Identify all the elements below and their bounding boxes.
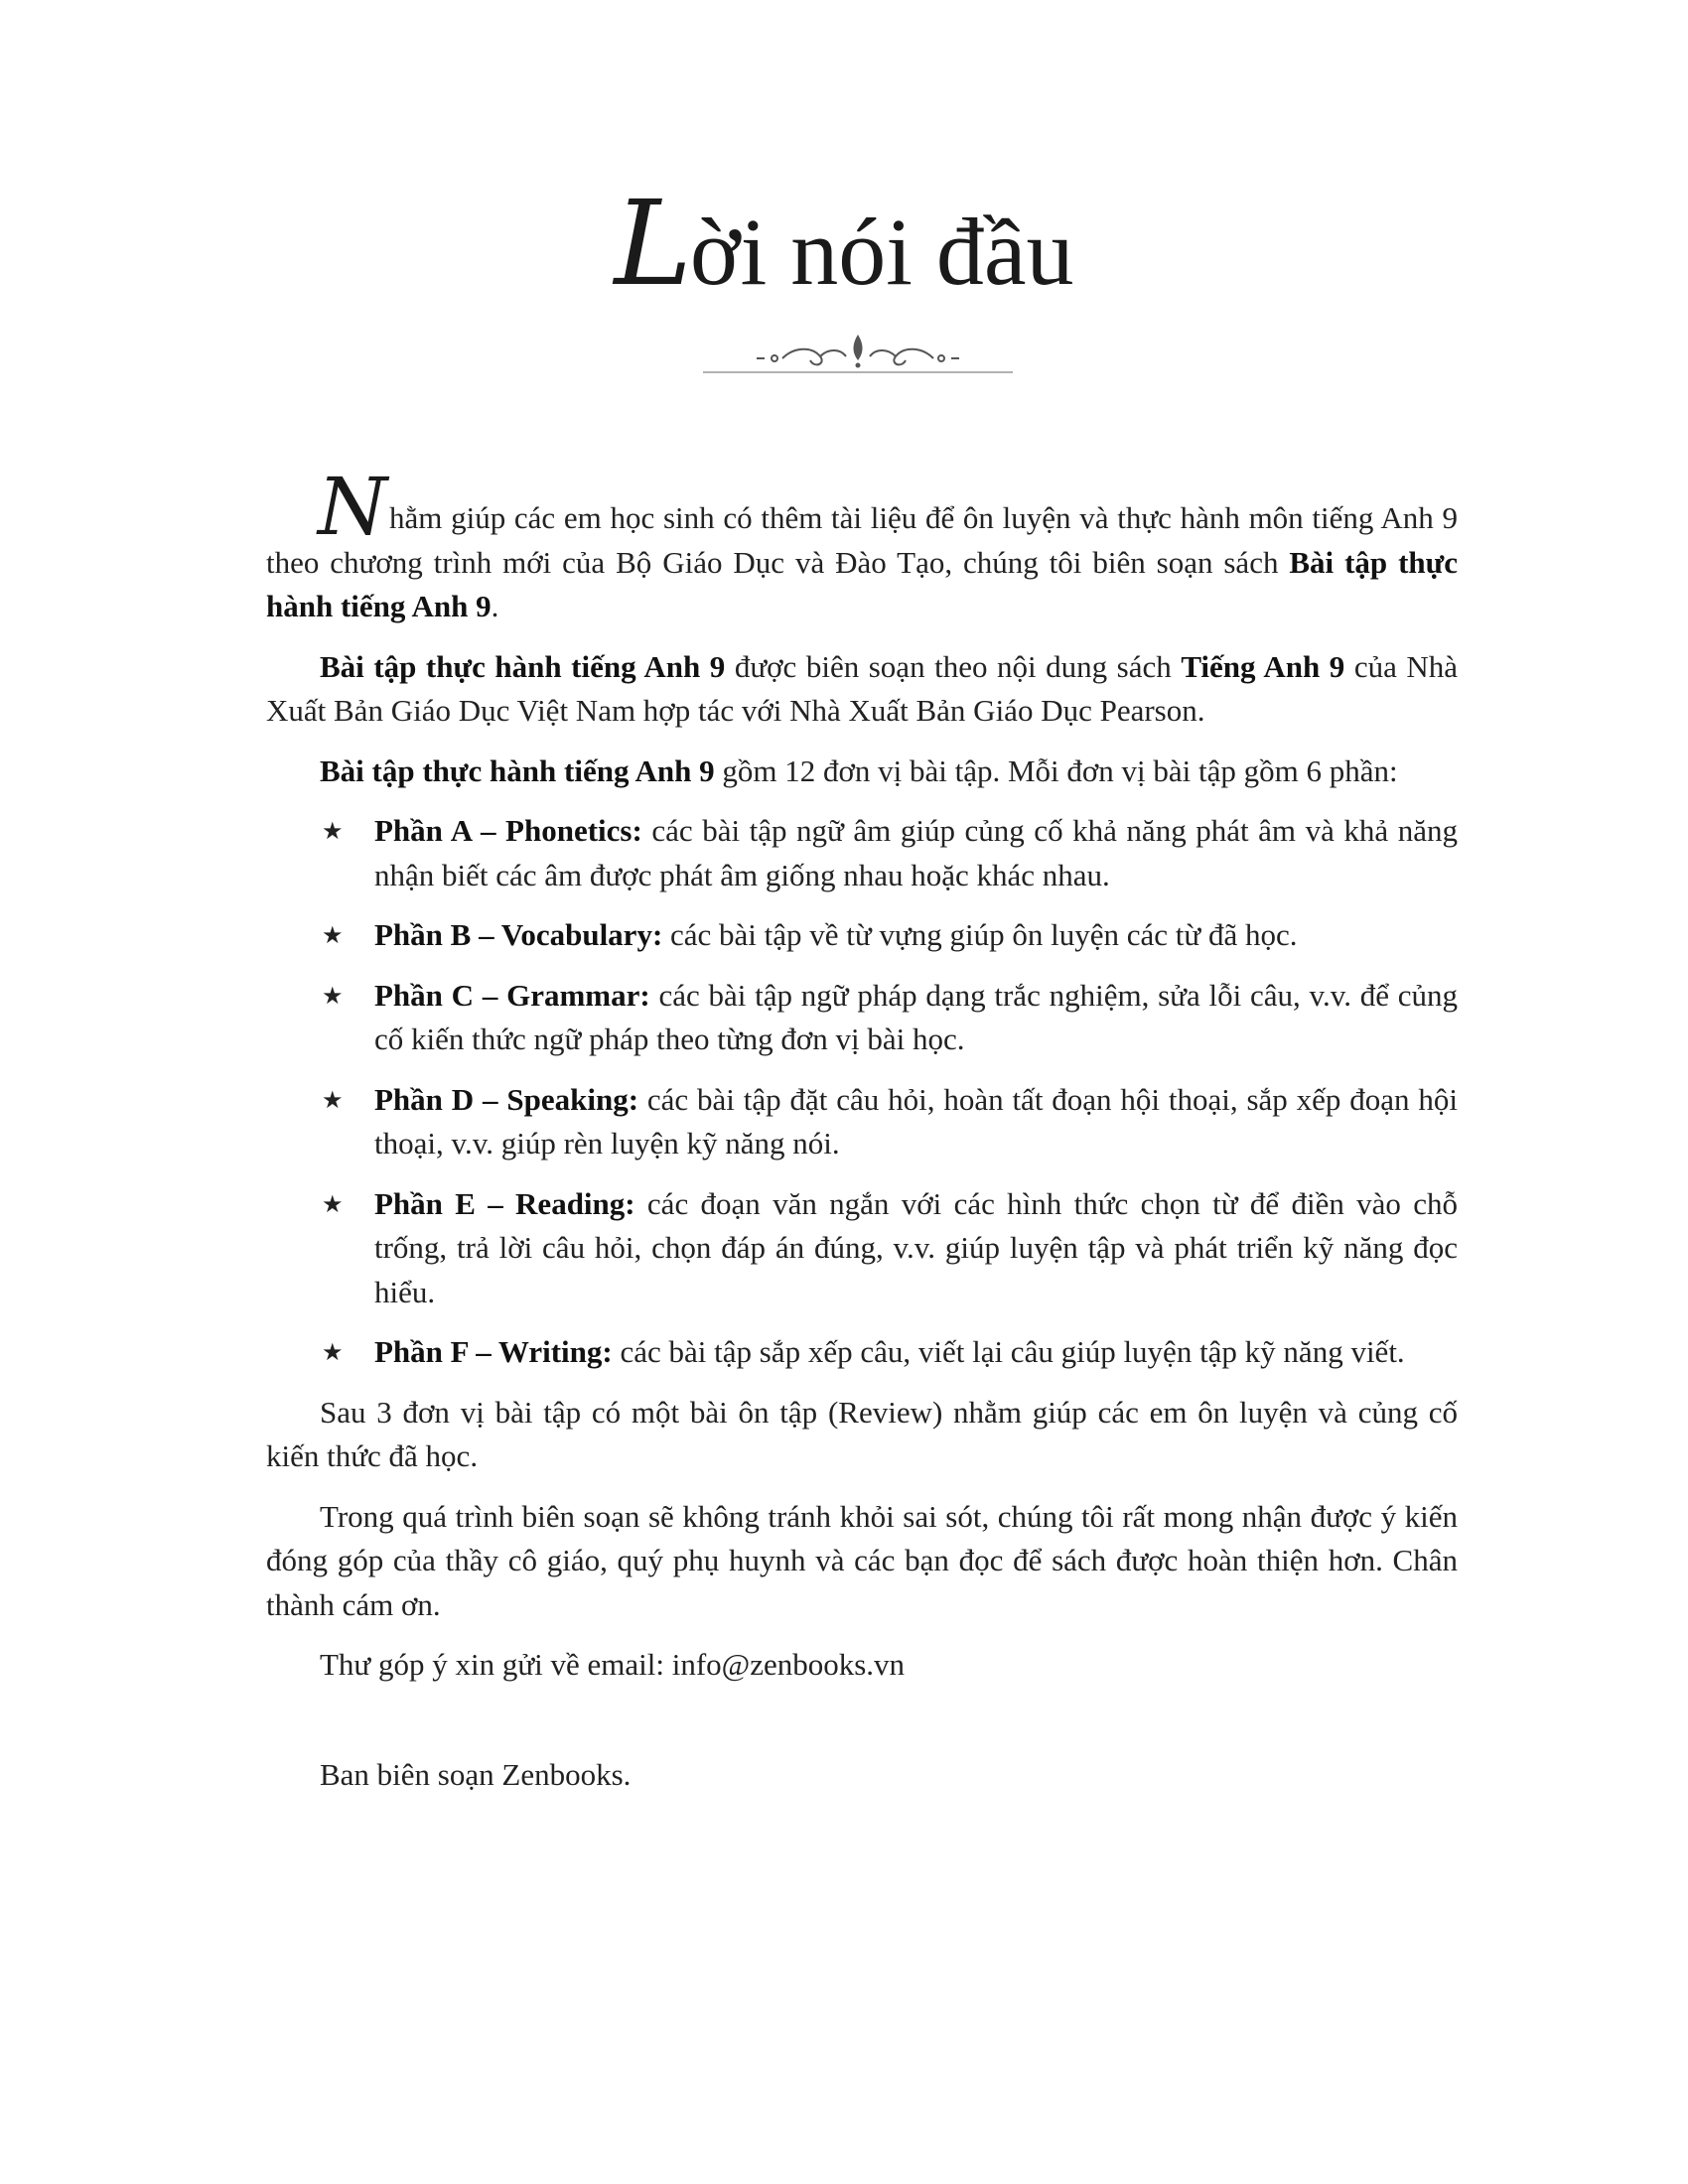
star-bullet-icon: ★ xyxy=(322,817,344,845)
source-book-title: Tiếng Anh 9 xyxy=(1181,648,1345,684)
book-title: Bài tập thực hành tiếng Anh 9 xyxy=(320,648,726,684)
list-item: ★ Phần A – Phonetics: các bài tập ngữ âm giúp củng cố khả năng phát âm và khả năng nhận biết các âm được phát âm giống nhau hoặc khác nhau. xyxy=(266,809,1458,897)
star-bullet-icon: ★ xyxy=(322,1338,344,1366)
intro-paragraph: Nhằm giúp các em học sinh có thêm tài liệu để ôn luyện và thực hành môn tiếng Anh 9 theo chương trình mới của Bộ Giáo Dục và Đào Tạo, chúng tôi biên soạn sách Bài tập thực hành tiếng Anh 9. xyxy=(266,461,1458,623)
title-initial: L xyxy=(614,175,690,312)
list-item: ★ Phần B – Vocabulary: các bài tập về từ vựng giúp ôn luyện các từ đã học. xyxy=(266,913,1458,958)
title-rest: ời nói đầu xyxy=(689,199,1074,305)
spacer xyxy=(266,1704,1458,1753)
book-title: Bài tập thực hành tiếng Anh 9 xyxy=(266,544,1458,623)
source-paragraph: Bài tập thực hành tiếng Anh 9 được biên soạn theo nội dung sách Tiếng Anh 9 của Nhà Xuất Bản Giáo Dục Việt Nam hợp tác với Nhà Xuất Bản Giáo Dục Pearson. xyxy=(266,648,1459,728)
star-bullet-icon: ★ xyxy=(322,921,344,949)
email-line: Thư góp ý xin gửi về email: info@zenbooks.vn xyxy=(320,1647,906,1682)
signature: Ban biên soạn Zenbooks. xyxy=(320,1756,632,1792)
star-bullet-icon: ★ xyxy=(322,1085,344,1114)
structure-paragraph: Bài tập thực hành tiếng Anh 9 gồm 12 đơn vị bài tập. Mỗi đơn vị bài tập gồm 6 phần: xyxy=(320,752,1398,788)
star-bullet-icon: ★ xyxy=(322,1189,344,1218)
parts-list xyxy=(266,809,1458,1375)
star-bullet-icon: ★ xyxy=(322,981,344,1010)
closing-paragraph: Trong quá trình biên soạn sẽ không tránh khỏi sai sót, chúng tôi rất mong nhận được ý kiến đóng góp của thầy cô giáo, quý phụ huynh và các bạn đọc để sách được hoàn thiện hơn. Chân thành cám ơn. xyxy=(266,1498,1458,1622)
list-item: ★ Phần C – Grammar: các bài tập ngữ pháp dạng trắc nghiệm, sửa lỗi câu, v.v. để củng cố kiến thức ngữ pháp theo từng đơn vị bài học. xyxy=(266,974,1458,1062)
list-item: ★ Phần D – Speaking: các bài tập đặt câu hỏi, hoàn tất đoạn hội thoại, sắp xếp đoạn hội thoại, v.v. giúp rèn luyện kỹ năng nói. xyxy=(266,1078,1458,1166)
preface-body xyxy=(266,461,1459,1813)
page-title xyxy=(0,175,1688,312)
list-item: ★ Phần F – Writing: các bài tập sắp xếp câu, viết lại câu giúp luyện tập kỹ năng viết. xyxy=(266,1330,1458,1375)
review-paragraph: Sau 3 đơn vị bài tập có một bài ôn tập (Review) nhằm giúp các em ôn luyện và củng cố kiến thức đã học. xyxy=(266,1394,1458,1473)
list-item: ★ Phần E – Reading: các đoạn văn ngắn với các hình thức chọn từ để điền vào chỗ trống, trả lời câu hỏi, chọn đáp án đúng, v.v. giúp luyện tập và phát triển kỹ năng đọc hiểu. xyxy=(266,1182,1458,1315)
book-title: Bài tập thực hành tiếng Anh 9 xyxy=(320,752,715,788)
flourish-ornament xyxy=(703,333,1013,376)
drop-cap: N xyxy=(318,461,387,553)
